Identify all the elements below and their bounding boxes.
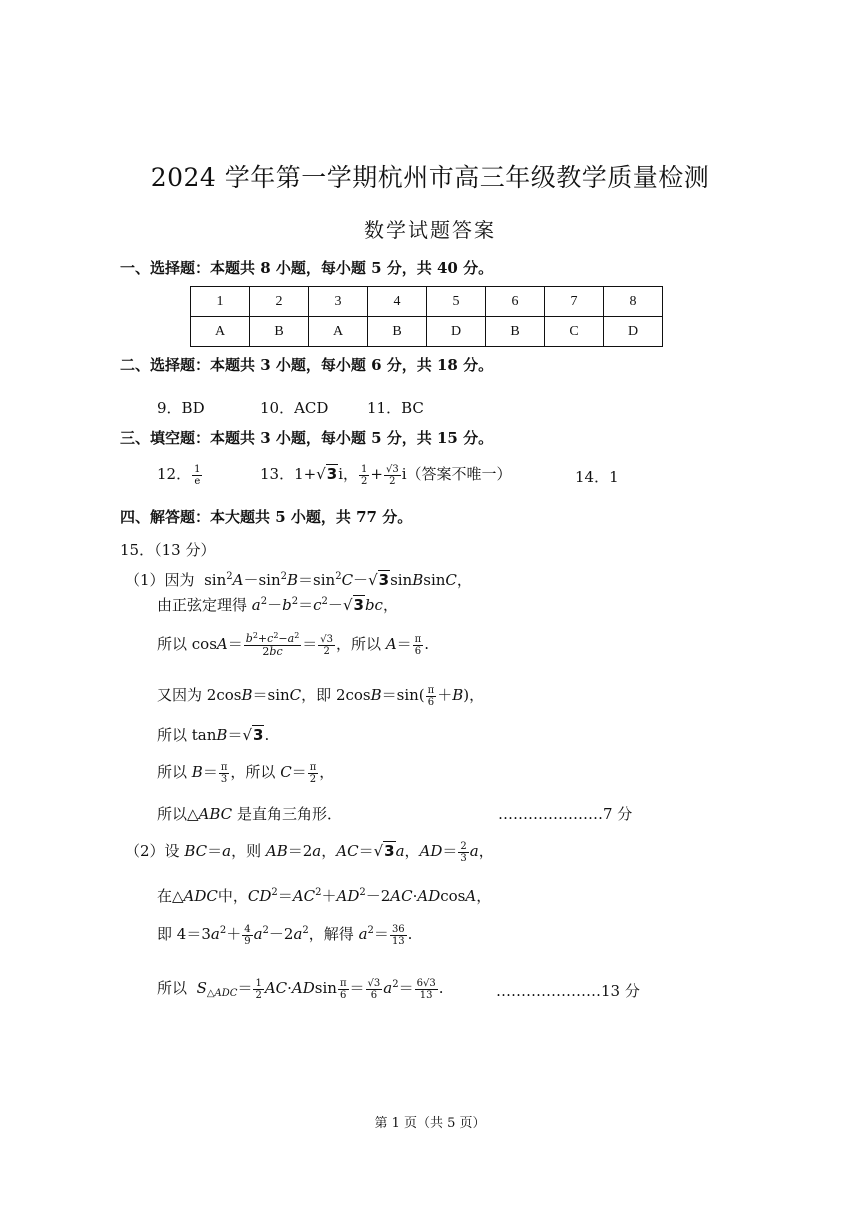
answer-table-row-answers [191,317,663,347]
question-number-cell: 3 [309,287,368,317]
answer-cell: B [486,317,545,347]
section-heading-1: 一、选择题：本题共 8 小题，每小题 5 分，共 40 分。 [120,259,494,277]
answer-q14: 14．1 [575,468,619,486]
q13-label: 13． [260,465,295,483]
section-heading-2: 二、选择题：本题共 3 小题，每小题 6 分，共 18 分。 [120,356,494,374]
answer-q11: 11．BC [367,399,424,417]
answer-q9: 9．BD [157,399,205,417]
answer-cell: D [427,317,486,347]
solution-line-4: 又因为 2cosB＝sinC，即 2cosB＝sin( $\frac{\pi}{6}$ ＋B)， [157,684,485,708]
question-15-header: 15．（13 分） [120,541,216,559]
section-heading-3: 三、填空题：本题共 3 小题，每小题 5 分，共 15 分。 [120,429,494,447]
solution-line-5: 所以 tanB＝√3. [157,726,270,744]
answer-cell: C [545,317,604,347]
fraction-1-over-e: $\frac{1}{e}$ [194,463,201,487]
solution-line-2: 由正弦定理得 $a^2-b^2=c^2-√3bc$， [157,596,398,614]
solution-line-9: 在△ADC中，$CD^2=AC^2+AD^2-2AC\cdot ADcosA$， [157,887,492,905]
page-footer: 第 1 页（共 5 页） [374,1116,486,1131]
question-number-cell: 4 [368,287,427,317]
question-number-cell: 8 [604,287,663,317]
solution-line-11: 所以 $S_{\triangle ADC}=$ $\frac{1}{2}$ AC·ADsin $\frac{\pi}{6}$ ＝ $\frac{√3}{6}$ $a^2=$ $\frac{6√3}{13}$ . [157,977,444,1001]
answer-table-row-numbers [191,287,663,317]
score-marker-13: …………………13 分 [496,982,640,1000]
answer-cell: D [604,317,663,347]
answer-q10: 10．ACD [260,399,329,417]
answer-cell: A [191,317,250,347]
answer-cell: B [250,317,309,347]
solution-line-7: 所以△ABC 是直角三角形． [157,805,342,823]
solution-line-1: （1）因为 $\sin^2A-\sin^2B=\sin^2C-√3sinBsinC$， [125,571,472,589]
answer-q12 [157,458,203,490]
q12-label: 12． [157,465,192,483]
page-subtitle: 数学试题答案 [364,218,496,242]
answer-table [190,286,663,347]
answer-q13: 13．1+√3i， $\frac{1}{2}$ + $\frac{√3}{2}$ i（答案不唯一） [260,463,512,487]
question-number-cell: 6 [486,287,545,317]
page-title: 2024 学年第一学期杭州市高三年级教学质量检测 [150,163,710,192]
solution-line-10: 即 $4=3a^2+$ $\frac{4}{9}$ $a^2-2a^2$，解得 $a^2=$ $\frac{36}{13}$ . [157,923,413,947]
solution-line-8: （2）设 BC＝a，则 AB＝2a，AC＝√3a，AD＝ $\frac{2}{3}$ a， [125,840,494,864]
answer-cell: A [309,317,368,347]
solution-line-6: 所以 B＝ $\frac{\pi}{3}$ ，所以 C＝ $\frac{\pi}{2}$ ， [157,761,335,785]
solution-line-3: 所以 cosA＝ $\frac{b^2+c^2-a^2}{2bc}$ ＝ $\frac{√3}{2}$ ，所以 A＝ $\frac{\pi}{6}$ . [157,630,430,658]
section-heading-4: 四、解答题：本大题共 5 小题，共 77 分。 [120,508,413,526]
score-marker-7: …………………7 分 [498,805,633,823]
question-number-cell: 2 [250,287,309,317]
question-number-cell: 7 [545,287,604,317]
q13-note: （答案不唯一） [406,465,512,483]
question-number-cell: 1 [191,287,250,317]
question-number-cell: 5 [427,287,486,317]
answer-cell: B [368,317,427,347]
